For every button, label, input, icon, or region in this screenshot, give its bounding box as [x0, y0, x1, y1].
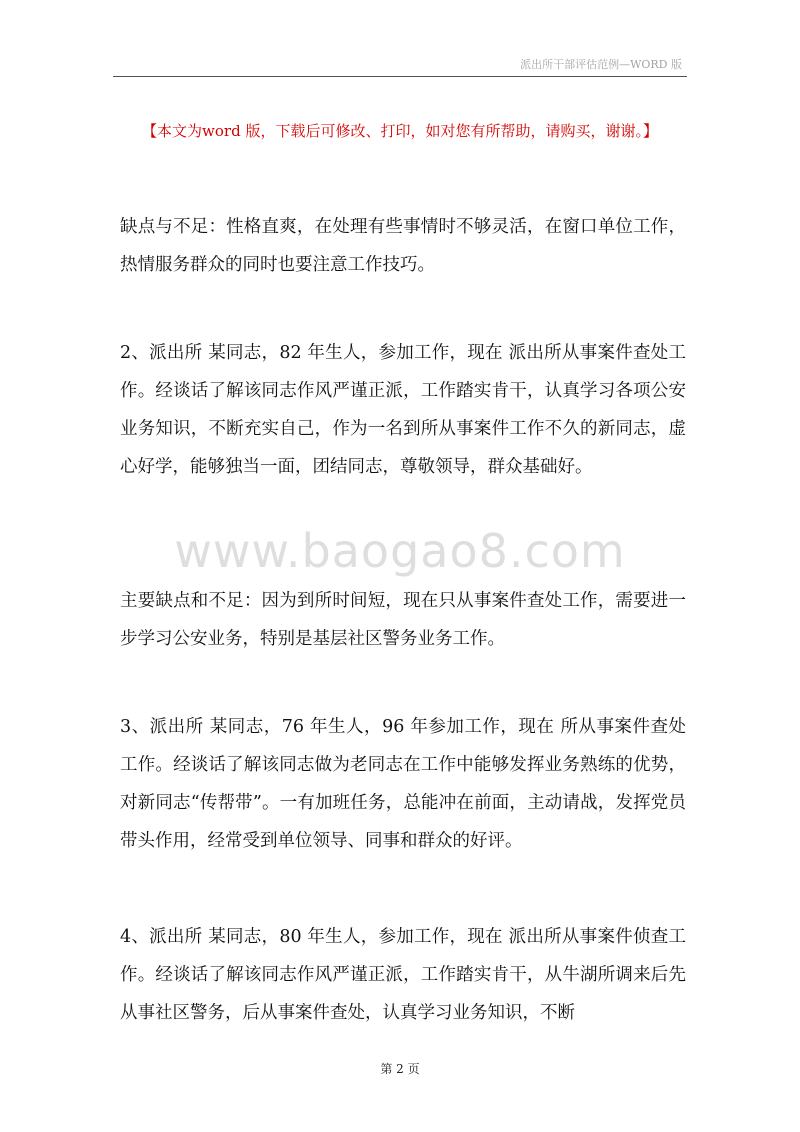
paragraph-4: 3、派出所 某同志，76 年生人，96 年参加工作，现在 所从事案件查处工作。经谈话了解该同志做为老同志在工作中能够发挥业务熟练的优势，对新同志“传帮带”。一有加班任务，总能冲在前面，主动请战，发挥党员带头作用，经常受到单位领导、同事和群众的好评。 — [120, 717, 686, 851]
download-notice: 【本文为word 版，下载后可修改、打印，如对您有所帮助，请购买，谢谢。】 — [142, 122, 658, 140]
paragraph-1: 缺点与不足：性格直爽，在处理有些事情时不够灵活，在窗口单位工作，热情服务群众的同时也要注意工作技巧。 — [120, 217, 686, 275]
paragraph-3: 主要缺点和不足：因为到所时间短，现在只从事案件查处工作，需要进一步学习公安业务，特别是基层社区警务业务工作。 — [120, 591, 686, 649]
paragraph-2: 2、派出所 某同志，82 年生人，参加工作，现在 派出所从事案件查处工作。经谈话了解该同志作风严谨正派，工作踏实肯干，认真学习各项公安业务知识，不断充实自己，作为一名到所从事案件工作不久的新同志，虚心好学，能够独当一面，团结同志，尊敬领导，群众基础好。 — [120, 343, 686, 477]
paragraph-5: 4、派出所 某同志，80 年生人，参加工作，现在 派出所从事案件侦查工作。经谈话了解该同志作风严谨正派，工作踏实肯干，从牛湖所调来后先从事社区警务，后从事案件查处，认真学习业务知识，不断 — [120, 927, 686, 1023]
document-header-title: 派出所干部评估范例—WORD 版 — [520, 58, 682, 71]
watermark-text: www.baogao8.com — [174, 524, 626, 578]
page-number: 第 2 页 — [380, 1062, 420, 1076]
header-divider — [113, 76, 687, 77]
